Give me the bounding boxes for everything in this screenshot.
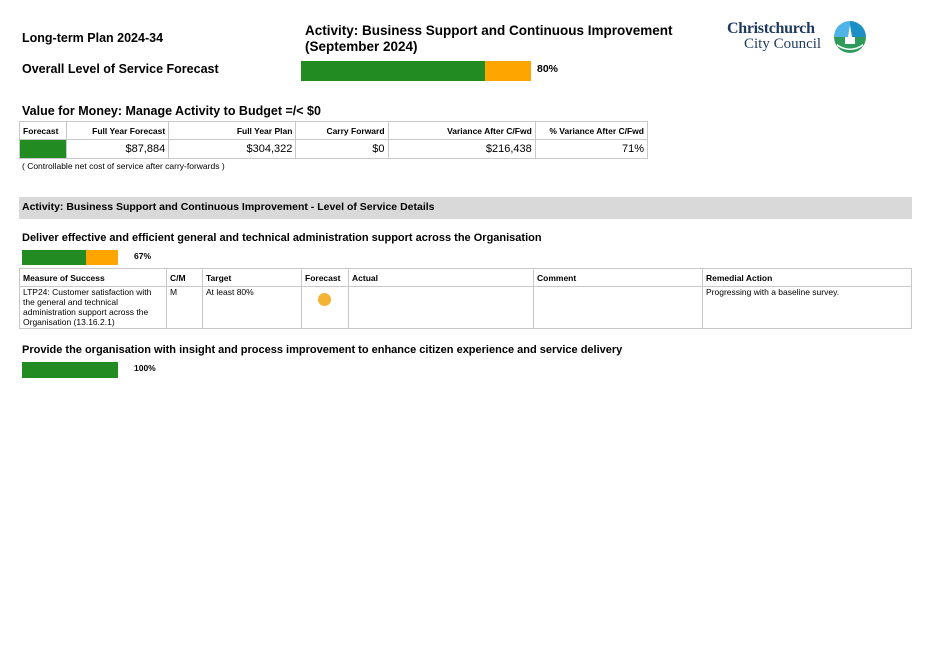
col-header-remedial: Remedial Action [703, 269, 912, 287]
value-for-money-title: Value for Money: Manage Activity to Budget =/< $0 [22, 104, 321, 118]
measures-table [19, 268, 912, 329]
col-header-comment: Comment [534, 269, 703, 287]
budget-note: ( Controllable net cost of service after carry-forwards ) [22, 161, 225, 171]
forecast-cell [302, 287, 349, 329]
carry-forward-value: $0 [296, 140, 388, 159]
table-row [20, 287, 912, 329]
objective-title: Deliver effective and efficient general and technical administration support across the Organisation [22, 232, 542, 244]
objective-progress-bar [22, 362, 118, 378]
objective-progress-label: 67% [134, 251, 152, 261]
col-header-full-year-plan: Full Year Plan [169, 122, 296, 140]
full-year-plan-value: $304,322 [169, 140, 296, 159]
overall-progress-orange [485, 61, 531, 81]
remedial-cell: Progressing with a baseline survey. [703, 287, 912, 329]
col-header-actual: Actual [349, 269, 534, 287]
objective-title: Provide the organisation with insight and process improvement to enhance citizen experience and service delivery [22, 344, 623, 356]
plan-title: Long-term Plan 2024-34 [22, 31, 164, 45]
table-header-row [20, 269, 912, 287]
overall-progress-green [301, 61, 485, 81]
logo-line1: Christchurch [727, 20, 815, 37]
col-header-full-year-forecast: Full Year Forecast [67, 122, 169, 140]
overall-progress-bar [301, 61, 531, 81]
table-row [20, 140, 648, 159]
cathedral-logo-icon [833, 20, 867, 54]
comment-cell [534, 287, 703, 329]
col-header-cm: C/M [167, 269, 203, 287]
full-year-forecast-value: $87,884 [67, 140, 169, 159]
activity-title: Activity: Business Support and Continuous Improvement (September 2024) [305, 23, 673, 54]
measure-cell: LTP24: Customer satisfaction with the general and technical administration support across the Organisation (13.16.2.1) [20, 287, 167, 329]
overall-progress-label: 80% [537, 63, 559, 75]
objective-progress-green [22, 250, 86, 265]
logo-line2: City Council [744, 36, 822, 52]
col-header-variance: Variance After C/Fwd [388, 122, 535, 140]
col-header-forecast: Forecast [302, 269, 349, 287]
target-cell: At least 80% [203, 287, 302, 329]
section-header [19, 197, 912, 219]
cm-cell: M [167, 287, 203, 329]
objective-progress-green [22, 362, 118, 378]
variance-value: $216,438 [388, 140, 535, 159]
section-title: Activity: Business Support and Continuous Improvement - Level of Service Details [22, 201, 435, 213]
actual-cell [349, 287, 534, 329]
overall-level-label: Overall Level of Service Forecast [22, 62, 219, 76]
objective-progress-bar [22, 250, 118, 265]
col-header-measure: Measure of Success [20, 269, 167, 287]
table-header-row [20, 122, 648, 140]
objective-progress-label: 100% [134, 363, 156, 373]
pct-variance-value: 71% [535, 140, 647, 159]
objective-progress-orange [86, 250, 118, 265]
col-header-target: Target [203, 269, 302, 287]
forecast-status-green [20, 140, 66, 158]
col-header-pct-variance: % Variance After C/Fwd [535, 122, 647, 140]
forecast-amber-dot-icon [318, 293, 331, 306]
council-logo [727, 20, 867, 56]
col-header-forecast: Forecast [20, 122, 67, 140]
col-header-carry-forward: Carry Forward [296, 122, 388, 140]
value-for-money-table [19, 121, 648, 159]
forecast-status-cell [20, 140, 67, 159]
